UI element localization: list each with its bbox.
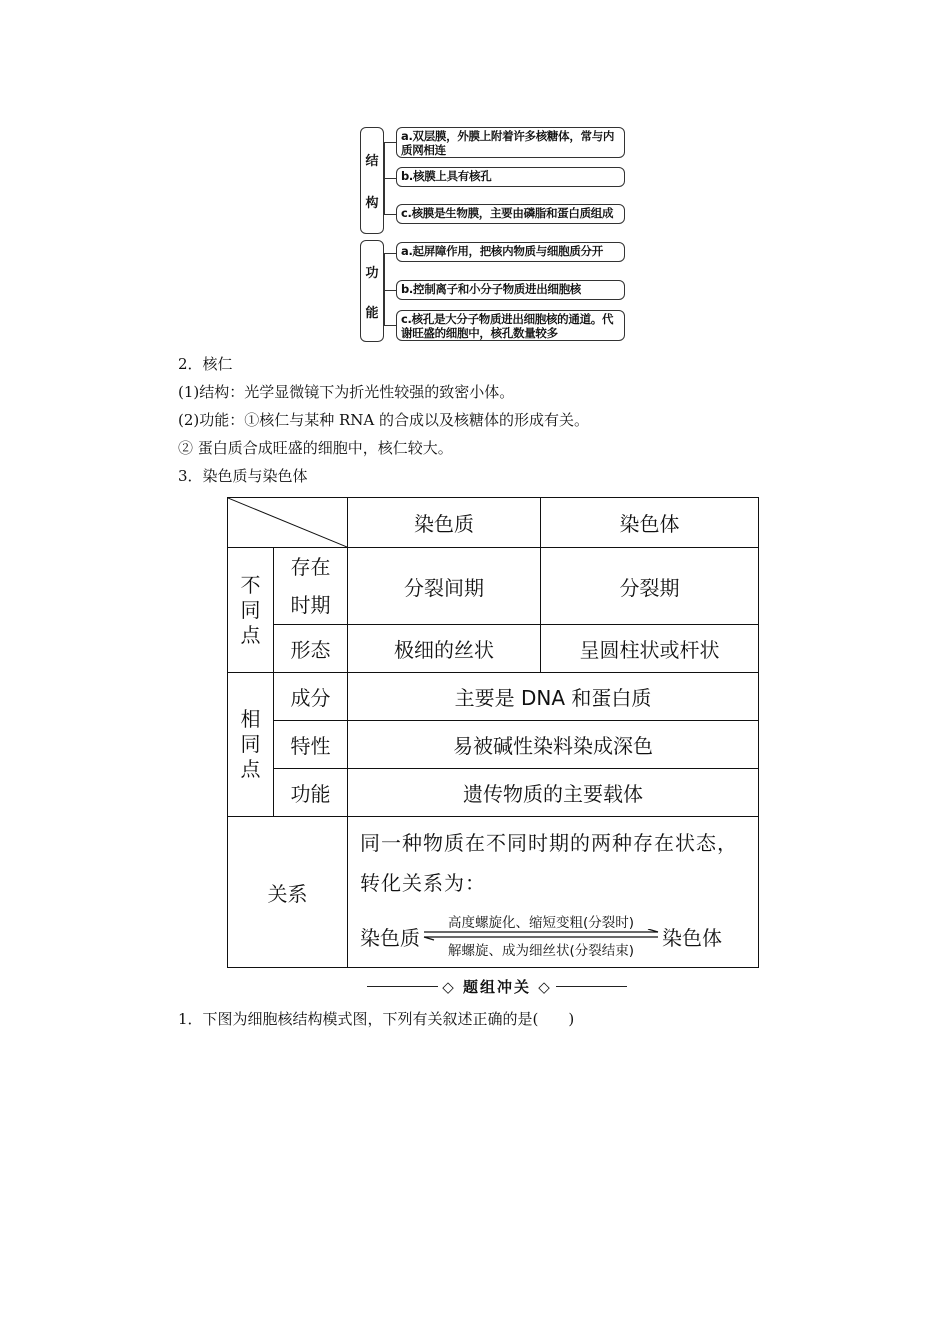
conversion-right-term: 染色体 xyxy=(662,925,722,950)
nucleolus-structure: (1)结构：光学显微镜下为折光性较强的致密小体。 xyxy=(178,383,515,401)
forward-condition: 高度螺旋化、缩短变粗(分裂时) xyxy=(447,915,635,931)
shape-chromatin: 极细的丝状 xyxy=(348,625,541,673)
relation-text: 同一种物质在不同时期的两种存在状态，转化关系为： xyxy=(360,831,738,895)
conversion-left-term: 染色质 xyxy=(360,925,420,950)
property-value: 易被碱性染料染成深色 xyxy=(348,721,759,769)
structure-item-c: c.核膜是生物膜，主要由磷脂和蛋白质组成 xyxy=(396,204,625,224)
period-chromatin: 分裂间期 xyxy=(348,548,541,625)
row-label-function: 功能 xyxy=(274,769,348,817)
nucleolus-function: (2)功能：①核仁与某种 RNA 的合成以及核糖体的形成有关。 xyxy=(178,411,590,429)
function-group-label: 功 能 xyxy=(360,240,384,342)
function-bracket xyxy=(384,253,394,325)
connector xyxy=(384,253,396,254)
conversion-equation xyxy=(360,905,750,967)
row-label-shape: 形态 xyxy=(274,625,348,673)
question-1: 1．下图为细胞核结构模式图，下列有关叙述正确的是( ) xyxy=(178,1010,575,1028)
backward-condition: 解螺旋、成为细丝状(分裂结束) xyxy=(447,943,635,959)
function-item-a: a.起屏障作用，把核内物质与细胞质分开 xyxy=(396,242,625,262)
composition-value: 主要是 DNA 和蛋白质 xyxy=(348,673,759,721)
divider-rule-right xyxy=(556,986,627,987)
function-item-b: b.控制离子和小分子物质进出细胞核 xyxy=(396,280,625,300)
differences-group-cell: 不 同 点 xyxy=(228,548,274,673)
nucleolus-heading: 2．核仁 xyxy=(178,355,233,373)
period-chromosome: 分裂期 xyxy=(541,548,759,625)
structure-item-a: a.双层膜，外膜上附着许多核糖体，常与内质网相连 xyxy=(396,127,625,158)
function-item-c: c.核孔是大分子物质进出细胞核的通道。代谢旺盛的细胞中，核孔数量较多 xyxy=(396,310,625,341)
similarities-group-cell: 相 同 点 xyxy=(228,673,274,817)
header-chromatin: 染色质 xyxy=(348,498,541,548)
connector xyxy=(384,325,396,326)
relation-cell xyxy=(348,817,759,968)
diagonal-line xyxy=(228,498,347,547)
connector xyxy=(384,214,396,215)
function-value: 遗传物质的主要载体 xyxy=(348,769,759,817)
divider-label: ◇ 题组冲关 ◇ xyxy=(442,977,552,996)
divider-rule-left xyxy=(367,986,438,987)
row-label-relation: 关系 xyxy=(228,817,348,968)
chromatin-heading: 3．染色质与染色体 xyxy=(178,467,308,485)
structure-group-label: 结 构 xyxy=(360,127,384,234)
connector xyxy=(384,290,396,291)
row-label-property: 特性 xyxy=(274,721,348,769)
table-corner-cell xyxy=(228,498,348,548)
connector xyxy=(384,142,396,143)
header-chromosome: 染色体 xyxy=(541,498,759,548)
row-label-period: 存在 时期 xyxy=(274,548,348,625)
nuclear-envelope-diagram xyxy=(356,123,631,343)
row-label-composition: 成分 xyxy=(274,673,348,721)
connector xyxy=(384,178,396,179)
chromatin-chromosome-table xyxy=(227,497,759,968)
structure-item-b: b.核膜上具有核孔 xyxy=(396,167,625,187)
section-divider xyxy=(367,976,627,996)
nucleolus-note: ② 蛋白质合成旺盛的细胞中，核仁较大。 xyxy=(178,439,453,457)
shape-chromosome: 呈圆柱状或杆状 xyxy=(541,625,759,673)
